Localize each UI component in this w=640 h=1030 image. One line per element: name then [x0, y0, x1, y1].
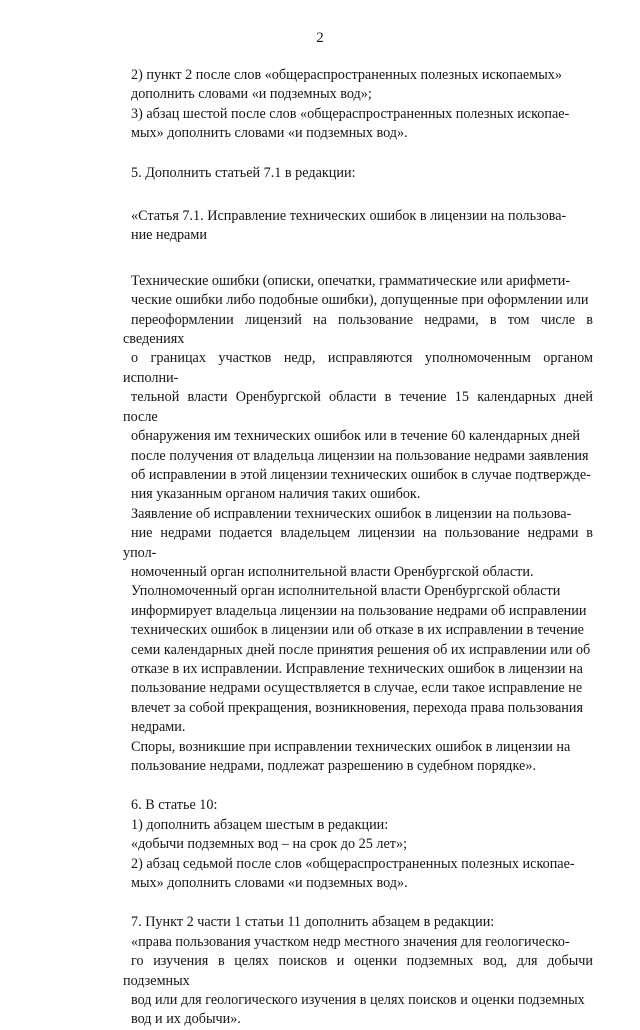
text-line: 7. Пункт 2 части 1 статьи 11 дополнить абзацем в редакции:	[131, 914, 495, 931]
article-heading	[123, 207, 593, 246]
text-line: ния указанным органом наличия таких ошибок.	[131, 486, 421, 503]
text-line: мых» дополнить словами «и подземных вод».	[131, 875, 408, 892]
page-number: 2	[316, 30, 324, 46]
paragraph-application	[123, 505, 593, 583]
text-line: пользование недрами, подлежат разрешению в судебном порядке».	[131, 758, 536, 774]
text-line: об исправлении в этой лицензии технических ошибок в случае подтвержде-	[131, 466, 591, 483]
text-line: «добычи подземных вод – на срок до 25 лет»;	[131, 836, 408, 853]
paragraph-item-7-quote	[123, 933, 593, 1030]
document-body	[123, 66, 593, 1030]
text-line: недрами.	[131, 719, 186, 736]
text-line: 1) дополнить абзацем шестым в редакции:	[131, 816, 389, 833]
text-line: 3) абзац шестой после слов «общераспространенных полезных ископае-	[131, 105, 570, 122]
paragraph-disputes	[123, 738, 593, 777]
paragraph-authority-informs	[123, 582, 593, 737]
paragraph-amend-2	[123, 66, 593, 105]
text-line: «права пользования участком недр местного значения для геологическо-	[131, 933, 570, 950]
text-line: обнаружения им технических ошибок или в течение 60 календарных дней	[131, 428, 581, 445]
paragraph-amend-3	[123, 105, 593, 144]
text-line: о границах участков недр, исправляются уполномоченным органом исполни-	[123, 350, 593, 386]
text-line: го изучения в целях поисков и оценки подземных вод, для добычи подземных	[123, 953, 593, 989]
text-line: «Статья 7.1. Исправление технических ошибок в лицензии на пользова-	[131, 208, 567, 225]
paragraph-item-7	[123, 913, 593, 932]
text-line: мых» дополнить словами «и подземных вод».	[131, 125, 408, 142]
text-line: номоченный орган исполнительной власти Оренбургской области.	[131, 563, 534, 580]
text-line: вод и их добычи».	[131, 1011, 241, 1028]
text-line: 2) пункт 2 после слов «общераспространенных полезных ископаемых»	[131, 67, 562, 83]
text-line: ческие ошибки либо подобные ошибки), допущенные при оформлении или	[131, 292, 589, 309]
text-line: пользование недрами осуществляется в случае, если такое исправление не	[131, 680, 583, 697]
paragraph-item-6-2	[123, 855, 593, 894]
text-line: технических ошибок в лицензии или об отказе в их исправлении в течение	[131, 622, 584, 639]
text-line: 5. Дополнить статьей 7.1 в редакции:	[131, 164, 356, 181]
text-line: после получения от владельца лицензии на пользование недрами заявления	[131, 447, 589, 464]
text-line: вод или для геологического изучения в целях поисков и оценки подземных	[131, 992, 585, 1009]
paragraph-technical-errors	[123, 272, 593, 505]
paragraph-item-6	[123, 796, 593, 815]
text-line: Споры, возникшие при исправлении технических ошибок в лицензии на	[131, 738, 571, 755]
text-line: 6. В статье 10:	[131, 797, 218, 814]
text-line: семи календарных дней после принятия решения об их исправлении или об	[131, 641, 591, 658]
paragraph-item-5	[123, 164, 593, 183]
text-line: 2) абзац седьмой после слов «общераспространенных полезных ископае-	[131, 855, 575, 872]
text-line: Уполномоченный орган исполнительной власти Оренбургской области	[131, 583, 561, 600]
paragraph-item-6-1	[123, 816, 593, 835]
text-line: тельной власти Оренбургской области в течение 15 календарных дней после	[123, 389, 593, 425]
text-line: влечет за собой прекращения, возникновения, перехода права пользования	[131, 699, 583, 716]
text-line: отказе в их исправлении. Исправление технических ошибок в лицензии на	[131, 660, 583, 677]
text-line: ние недрами	[131, 227, 207, 244]
text-line: дополнить словами «и подземных вод»;	[131, 86, 372, 103]
text-line: Заявление об исправлении технических ошибок в лицензии на пользова-	[131, 505, 572, 522]
text-line: ние недрами подается владельцем лицензии на пользование недрами в упол-	[123, 525, 593, 561]
text-line: информирует владельца лицензии на пользование недрами об исправлении	[131, 602, 587, 619]
text-line: Технические ошибки (описки, опечатки, грамматические или арифмети-	[131, 272, 571, 289]
paragraph-item-6-quote	[123, 835, 593, 854]
text-line: переоформлении лицензий на пользование недрами, в том числе в сведениях	[123, 311, 593, 348]
